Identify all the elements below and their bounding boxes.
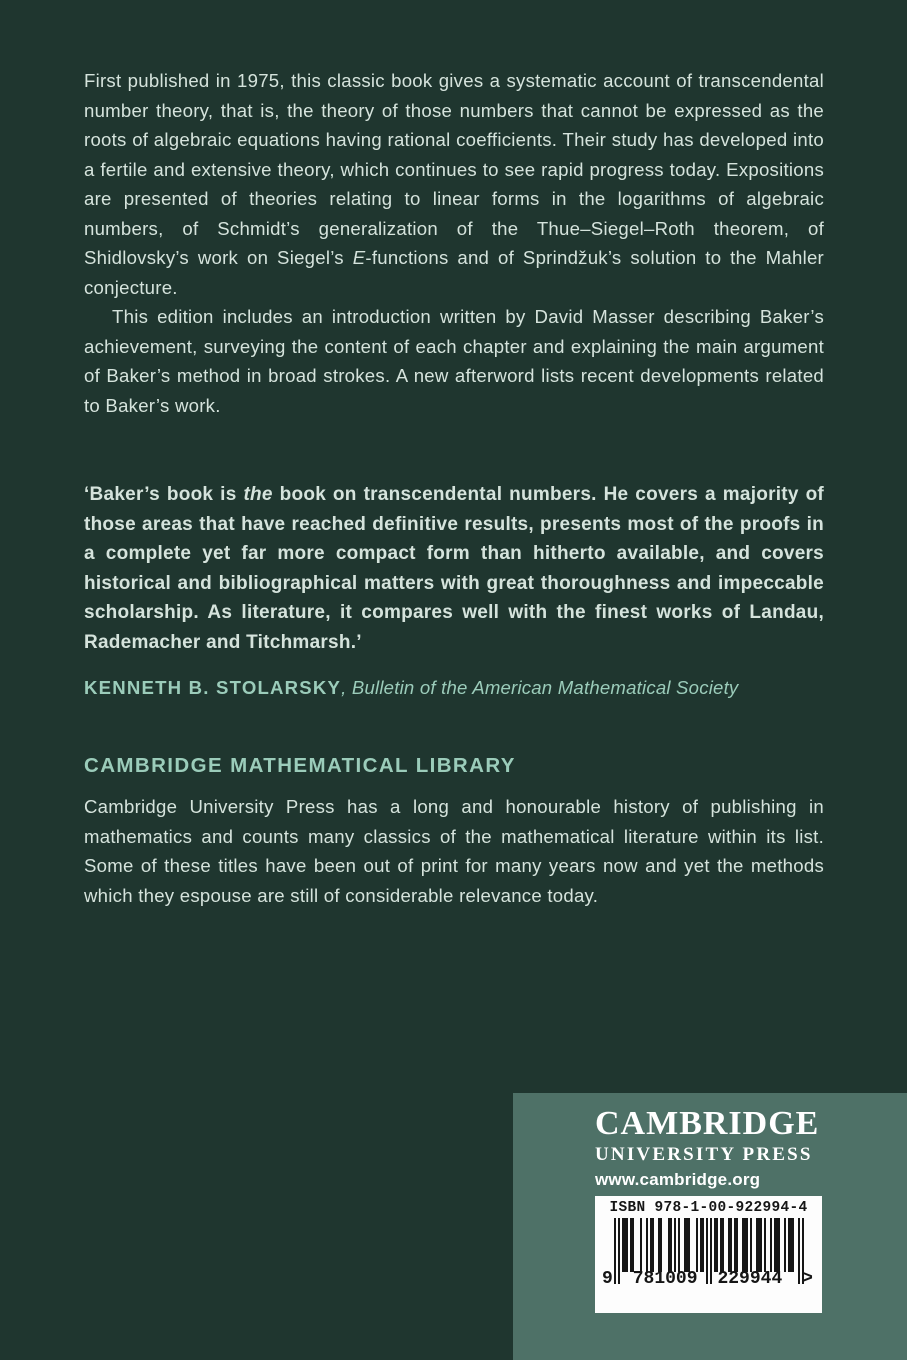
blurb-paragraph-1: [84, 66, 824, 302]
quote-text-start: ‘Baker’s book is: [84, 484, 244, 505]
blurb-p1-italic-e: E: [352, 247, 366, 268]
cambridge-university-press-logo: [595, 1107, 907, 1164]
isbn-barcode-box: [595, 1196, 822, 1313]
blurb-paragraph-2: This edition includes an introduction written by David Masser describing Baker’s achievement, surveying the content of each chapter and explaining the main argument of Baker’s method in broad strokes. A new afterword lists recent developments related to Baker’s work.: [84, 306, 824, 416]
barcode-digit-lead: 9: [602, 1269, 613, 1289]
review-quote: [84, 480, 824, 657]
review-source: , Bulletin of the American Mathematical Society: [341, 677, 739, 698]
barcode-digit-trail: >: [802, 1269, 813, 1289]
reviewer-name: KENNETH B. STOLARSKY: [84, 677, 342, 698]
series-heading: CAMBRIDGE MATHEMATICAL LIBRARY: [84, 753, 516, 777]
publisher-name-line1: CAMBRIDGE: [595, 1105, 820, 1142]
publisher-website: www.cambridge.org: [595, 1170, 761, 1189]
quote-italic-word: the: [243, 484, 273, 505]
publisher-block: [513, 1093, 907, 1190]
isbn-label: ISBN 978-1-00-922994-4: [609, 1200, 808, 1216]
quote-text-end: book on transcendental numbers. He covers a majority of those areas that have reached definitive results, presents most of the proofs in a complete yet far more compact form than hitherto available, and covers historical and bibliographical matters with great thoroughness and impeccable scholarship. As literature, it compares well with the finest works of Landau, Rademacher and Titchmarsh.’: [84, 484, 824, 653]
blurb-p1-text-end: -functions and of Sprindžuk’s solution to the Mahler conjecture.: [84, 247, 824, 298]
book-blurb: [84, 66, 824, 420]
publisher-name-line2: UNIVERSITY PRESS: [595, 1144, 813, 1165]
back-cover-text-column: [84, 66, 824, 929]
publisher-panel: [513, 1093, 907, 1360]
barcode-digit-group2: 229944: [717, 1269, 783, 1289]
series-description: Cambridge University Press has a long and honourable history of publishing in mathematics and counts many classics of the mathematical literature within its list. Some of these titles have been out of print for many years now and yet the methods which they espouse are still of considerable relevance today.: [84, 796, 824, 906]
review-attribution: [84, 673, 824, 703]
barcode-digit-group1: 781009: [632, 1269, 698, 1289]
blurb-p1-text: First published in 1975, this classic book gives a systematic account of transcendental number theory, that is, the theory of those numbers that cannot be expressed as the roots of algebraic equations having rational coefficients. Their study has developed into a fertile and extensive theory, which continues to see rapid progress today. Expositions are presented of theories relating to linear forms in the logarithms of algebraic numbers, of Schmidt’s generalization of the Thue–Siegel–Roth theorem, of Shidlovsky’s work on Siegel’s: [84, 70, 824, 268]
